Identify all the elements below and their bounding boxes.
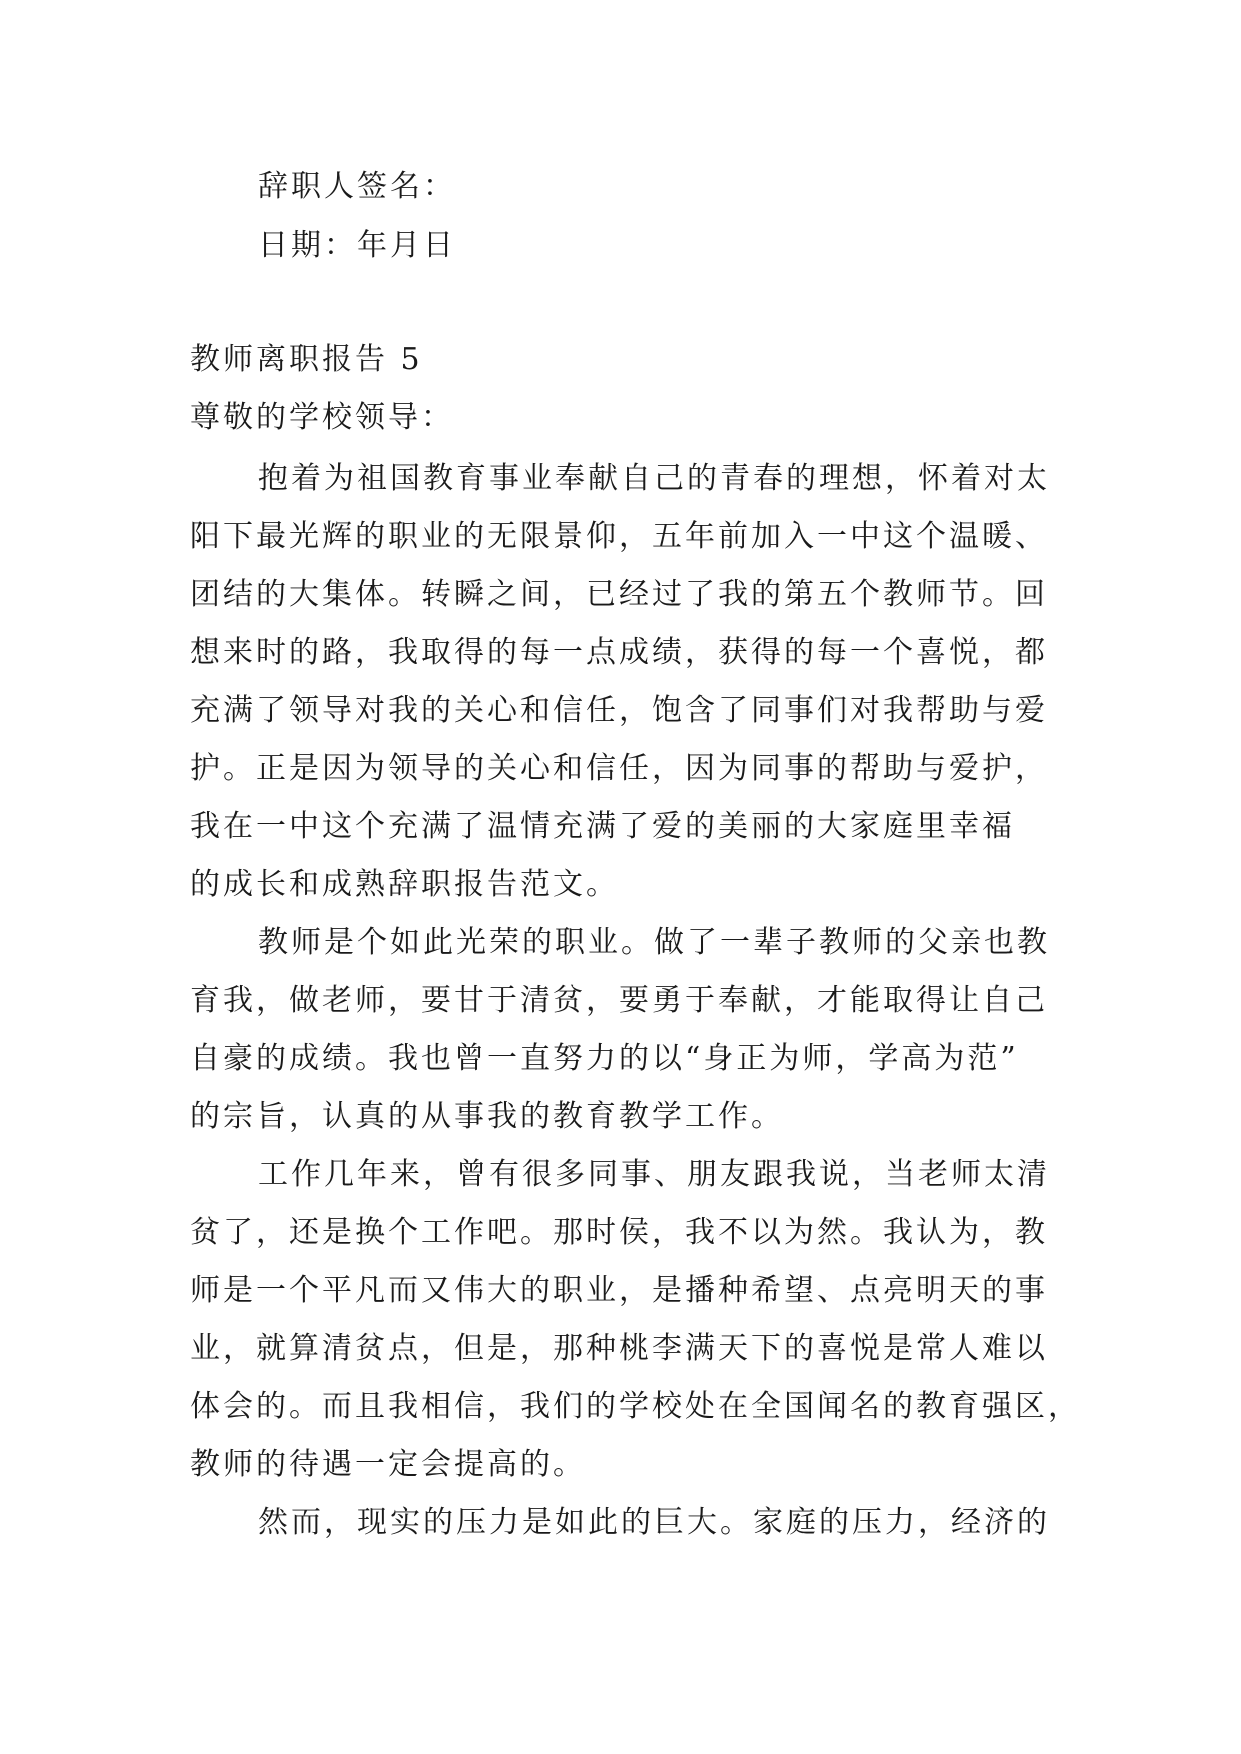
paragraph-line: 体会的。而且我相信，我们的学校处在全国闻名的教育强区， [190, 1389, 1081, 1424]
paragraph-line: 阳下最光辉的职业的无限景仰，五年前加入一中这个温暖、 [190, 519, 1048, 554]
paragraph-line: 业，就算清贫点，但是，那种桃李满天下的喜悦是常人难以 [190, 1331, 1048, 1366]
paragraph-line: 自豪的成绩。我也曾一直努力的以“身正为师，学高为范” [190, 1041, 1019, 1076]
paragraph-line: 我在一中这个充满了温情充满了爱的美丽的大家庭里幸福 [190, 809, 1015, 844]
paragraph-line: 教师是个如此光荣的职业。做了一辈子教师的父亲也教 [258, 925, 1050, 960]
date-label: 日期：年月日 [258, 228, 456, 263]
salutation: 尊敬的学校领导： [190, 400, 454, 435]
paragraph-line: 想来时的路，我取得的每一点成绩，获得的每一个喜悦，都 [190, 635, 1048, 670]
paragraph-line: 团结的大集体。转瞬之间，已经过了我的第五个教师节。回 [190, 577, 1048, 612]
paragraph-line: 的成长和成熟辞职报告范文。 [190, 867, 619, 902]
paragraph-line: 工作几年来，曾有很多同事、朋友跟我说，当老师太清 [258, 1157, 1050, 1192]
paragraph-line: 的宗旨，认真的从事我的教育教学工作。 [190, 1099, 784, 1134]
paragraph-line: 师是一个平凡而又伟大的职业，是播种希望、点亮明天的事 [190, 1273, 1048, 1308]
signer-label: 辞职人签名： [258, 169, 456, 204]
paragraph-line: 贫了，还是换个工作吧。那时侯，我不以为然。我认为，教 [190, 1215, 1048, 1250]
paragraph-line: 育我，做老师，要甘于清贫，要勇于奉献，才能取得让自己 [190, 983, 1048, 1018]
paragraph-line: 抱着为祖国教育事业奉献自己的青春的理想，怀着对太 [258, 461, 1050, 496]
report-title: 教师离职报告 5 [190, 342, 423, 377]
paragraph-line: 然而，现实的压力是如此的巨大。家庭的压力，经济的 [258, 1505, 1050, 1540]
paragraph-line: 充满了领导对我的关心和信任，饱含了同事们对我帮助与爱 [190, 693, 1048, 728]
paragraph-line: 护。正是因为领导的关心和信任，因为同事的帮助与爱护， [190, 751, 1048, 786]
paragraph-line: 教师的待遇一定会提高的。 [190, 1447, 586, 1482]
